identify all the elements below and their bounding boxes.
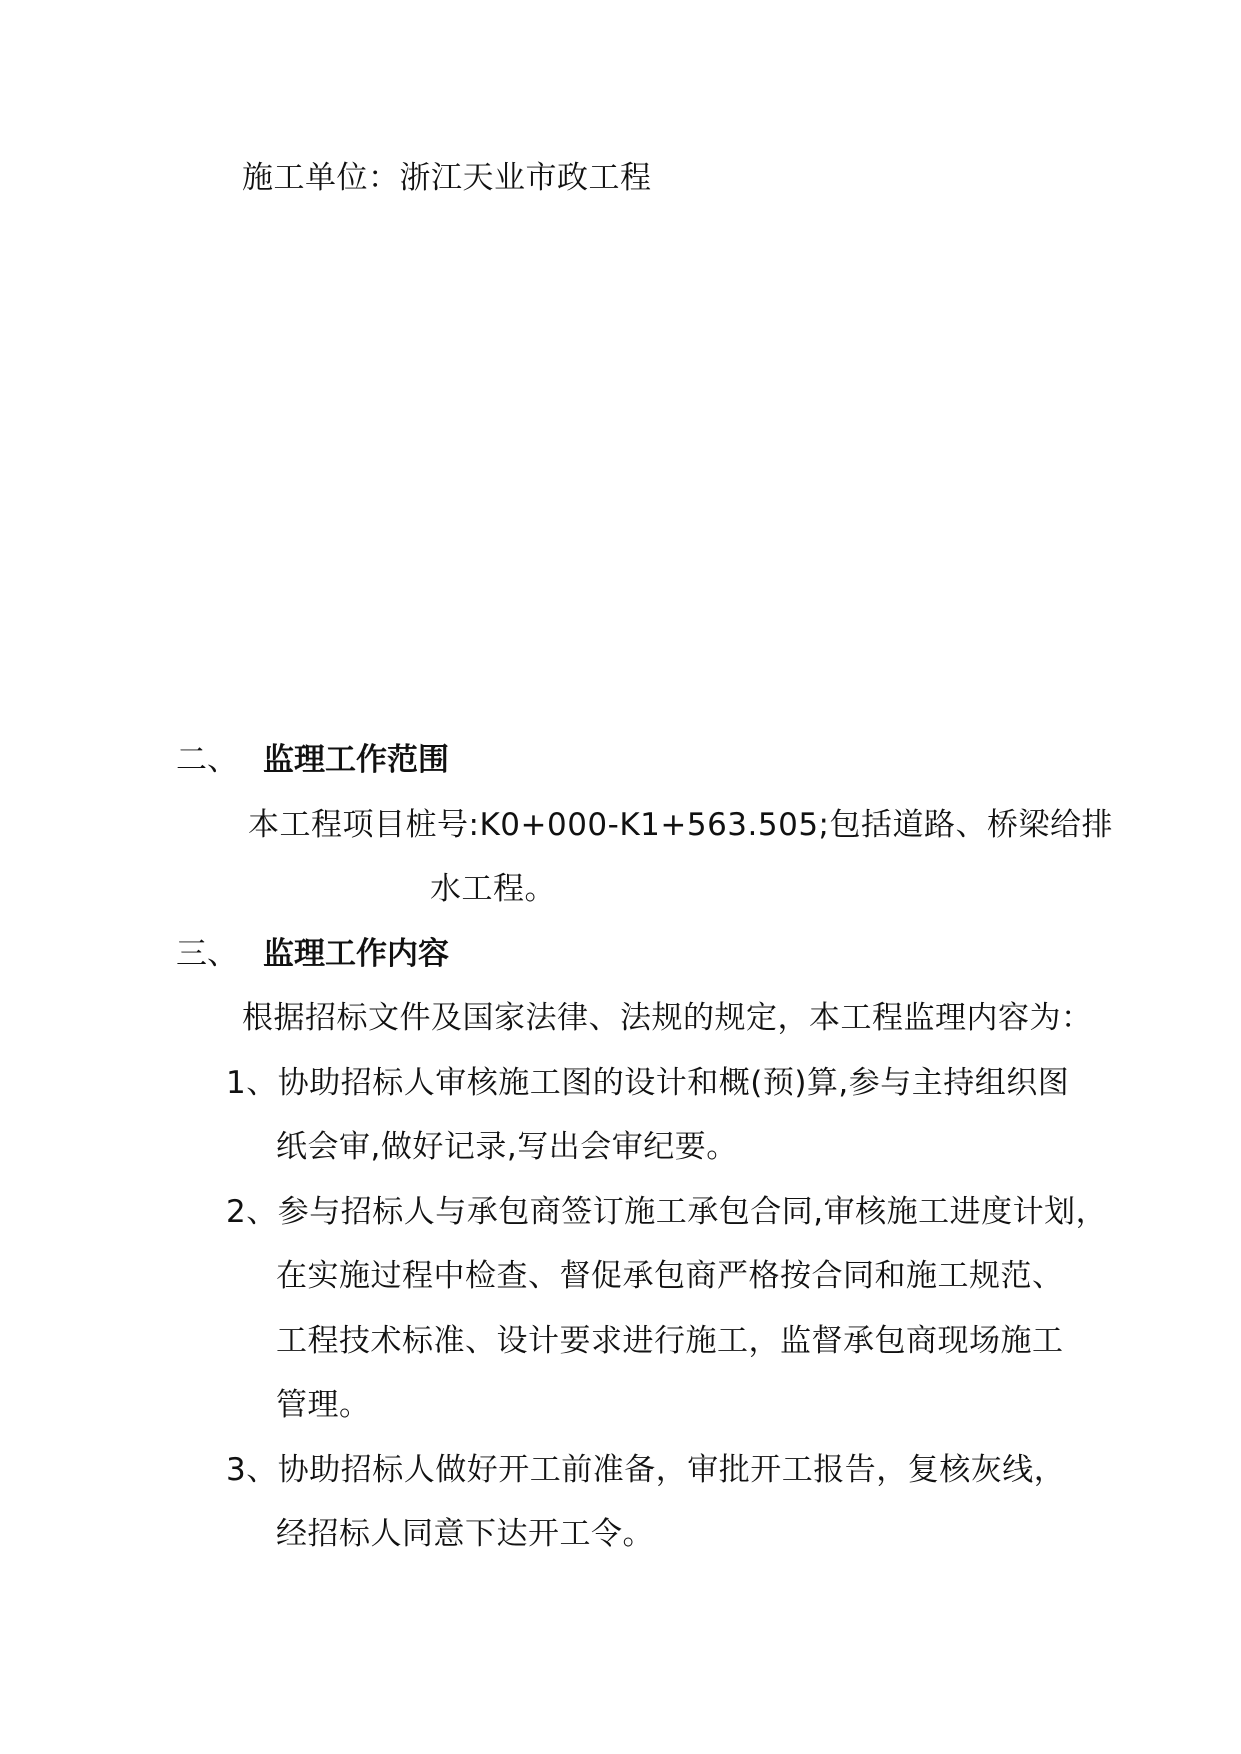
section3-number: 三、 <box>176 936 238 972</box>
item2-line-3: 工程技术标准、设计要求进行施工，监督承包商现场施工 <box>276 1323 1064 1359</box>
item1-line-2: 纸会审,做好记录,写出会审纪要。 <box>276 1129 738 1165</box>
item1-line-1: 1、协助招标人审核施工图的设计和概(预)算,参与主持组织图 <box>226 1065 1070 1101</box>
item3-line-1: 3、协助招标人做好开工前准备，审批开工报告，复核灰线， <box>226 1452 1066 1488</box>
section3-title: 监理工作内容 <box>263 936 449 972</box>
section2-title: 监理工作范围 <box>263 742 449 778</box>
construction-unit-line: 施工单位：浙江天业市政工程 <box>242 160 652 196</box>
item3-line-2: 经招标人同意下达开工令。 <box>276 1516 654 1552</box>
item2-line-2: 在实施过程中检查、督促承包商严格按合同和施工规范、 <box>276 1258 1064 1294</box>
section2-paragraph-line-2: 水工程。 <box>430 871 556 907</box>
section2-paragraph-line-1: 本工程项目桩号:K0+000-K1+563.505;包括道路、桥梁给排 <box>248 807 1113 843</box>
section2-number: 二、 <box>176 742 238 778</box>
item2-line-4: 管理。 <box>276 1387 371 1423</box>
section3-intro: 根据招标文件及国家法律、法规的规定，本工程监理内容为： <box>242 1000 1093 1036</box>
item2-line-1: 2、参与招标人与承包商签订施工承包合同,审核施工进度计划， <box>226 1194 1108 1230</box>
